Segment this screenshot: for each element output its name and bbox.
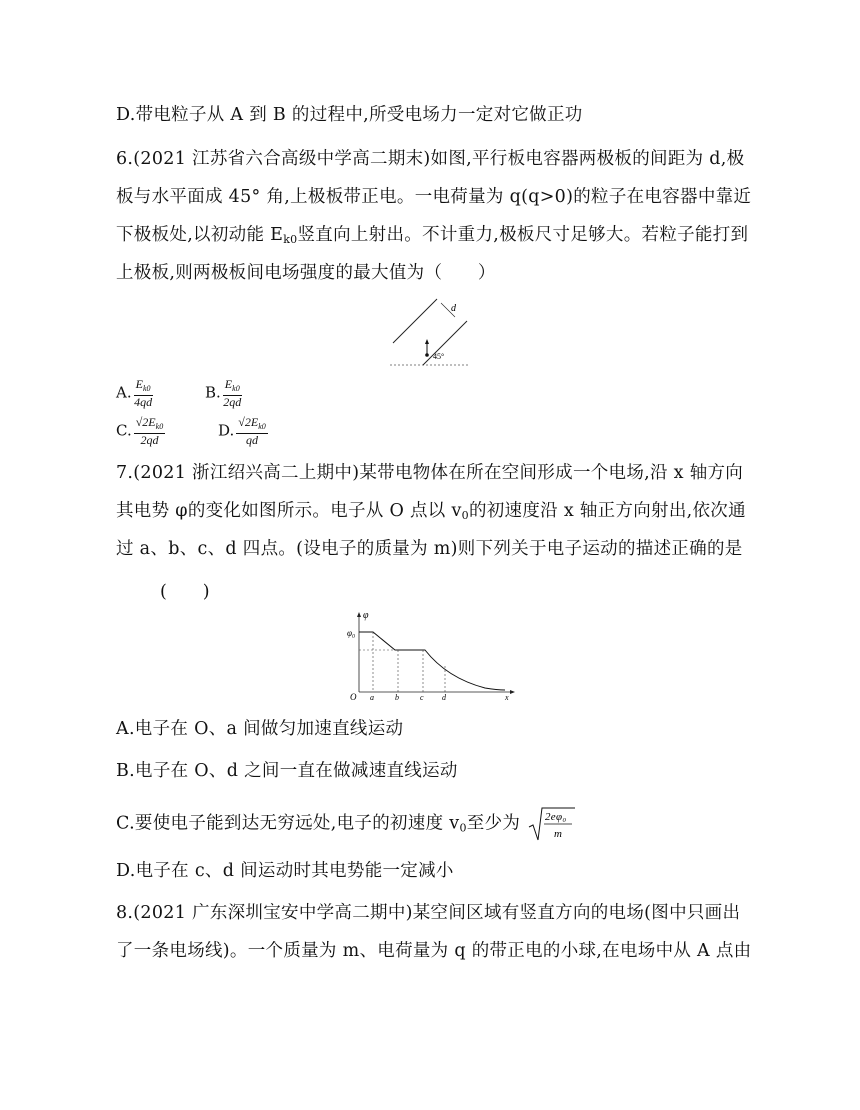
lower-plate — [423, 321, 467, 365]
q7-potential-graph — [345, 608, 520, 703]
option-letter: C. — [116, 421, 132, 440]
q7-option-c — [116, 805, 576, 843]
q7-option-c-mid: 至少为 — [466, 813, 521, 834]
q7-option-b: B.电子在 O、d 之间一直在做减速直线运动 — [116, 761, 458, 781]
upper-plate — [393, 299, 437, 343]
sqrt-numerator: 2eφ₀ — [545, 811, 567, 823]
x-tick-a: a — [370, 693, 374, 702]
sqrt-denominator: m — [554, 828, 563, 840]
q6-option-c — [116, 416, 167, 447]
q7-line-4: ( ) — [160, 582, 210, 602]
q6-option-d — [218, 416, 270, 447]
frac-den: 4qd — [134, 395, 153, 409]
q7-option-d: D.电子在 c、d 间运动时其电势能一定减小 — [116, 861, 454, 881]
option-letter: A. — [116, 383, 132, 402]
frac-num: √2E — [238, 415, 259, 429]
frac-den: 2qd — [223, 395, 242, 409]
frac-num-sub: k0 — [258, 422, 266, 431]
q6-angle-label: 45° — [433, 352, 445, 361]
q6-capacitor-figure — [385, 293, 475, 373]
q8-line-1: 8.(2021 广东深圳宝安中学高二期中)某空间区域有竖直方向的电场(图中只画出 — [116, 903, 741, 923]
q6-line-3b: 竖直向上射出。不计重力,极板尺寸足够大。若粒子能打到 — [297, 225, 749, 245]
frac-num-sub: k0 — [155, 422, 164, 431]
frac-den: qd — [246, 433, 258, 447]
option-letter: D. — [218, 421, 235, 440]
option-fraction — [134, 416, 165, 447]
q6-option-a — [116, 378, 155, 409]
q6-option-b — [205, 378, 244, 409]
option-fraction — [236, 416, 267, 447]
frac-num-sub: k0 — [142, 384, 151, 393]
x-axis-label: x — [505, 693, 509, 702]
origin-label: O — [350, 692, 357, 702]
sqrt-icon — [528, 805, 576, 843]
frac-num: √2E — [135, 415, 156, 429]
q7-line-2a: 其电势 φ的变化如图所示。电子从 O 点以 v — [116, 501, 462, 521]
x-tick-c: c — [420, 693, 424, 702]
frac-den: 2qd — [140, 433, 159, 447]
arrow-head-icon — [425, 339, 429, 344]
option-letter: B. — [205, 383, 221, 402]
frac-num-sub: k0 — [232, 384, 240, 393]
option-fraction — [223, 378, 242, 409]
x-tick-d: d — [442, 693, 446, 702]
q7-option-c-sub: 0 — [459, 821, 467, 835]
option-fraction — [134, 378, 153, 409]
q7-line-3: 过 a、b、c、d 四点。(设电子的质量为 m)则下列关于电子运动的描述正确的是 — [116, 539, 743, 559]
q6-line-3a: 下极板处,以初动能 E — [116, 225, 284, 245]
q8-line-2: 了一条电场线)。一个质量为 m、电荷量为 q 的带正电的小球,在电场中从 A 点由 — [116, 941, 752, 961]
q7-line-2-sub: 0 — [461, 509, 469, 522]
q6-line-4: 上极板,则两极板间电场强度的最大值为（ ） — [116, 263, 496, 283]
q6-line-1: 6.(2021 江苏省六合高级中学高二期末)如图,平行板电容器两极板的间距为 d,极 — [116, 149, 745, 169]
q7-line-1: 7.(2021 浙江绍兴高二上期中)某带电物体在所在空间形成一个电场,沿 x 轴方向 — [116, 463, 744, 483]
q6-line-3 — [116, 221, 748, 246]
y-tick-label: φ₀ — [347, 628, 356, 638]
frac-num: E — [224, 377, 233, 391]
q5-option-d: D.带电粒子从 A 到 B 的过程中,所受电场力一定对它做正功 — [116, 105, 583, 125]
potential-curve — [359, 632, 505, 690]
q6-line-2: 板与水平面成 45° 角,上极板带正电。一电荷量为 q(q>0)的粒子在电容器中靠近 — [116, 187, 752, 207]
x-tick-b: b — [395, 693, 399, 702]
frac-num: E — [135, 377, 143, 391]
q7-option-c-pre: C.要使电子能到达无穷远处,电子的初速度 v — [116, 813, 460, 834]
y-axis-arrow-icon — [357, 612, 361, 617]
q7-line-2b: 的初速度沿 x 轴正方向射出,依次通 — [468, 501, 746, 521]
q7-line-2 — [116, 497, 746, 522]
x-axis-arrow-icon — [510, 690, 515, 694]
q6-line-3-sub: k0 — [283, 233, 298, 246]
y-axis-label: φ — [363, 610, 369, 621]
q6-d-label: d — [451, 303, 456, 314]
q7-option-a: A.电子在 O、a 间做匀加速直线运动 — [116, 719, 404, 739]
